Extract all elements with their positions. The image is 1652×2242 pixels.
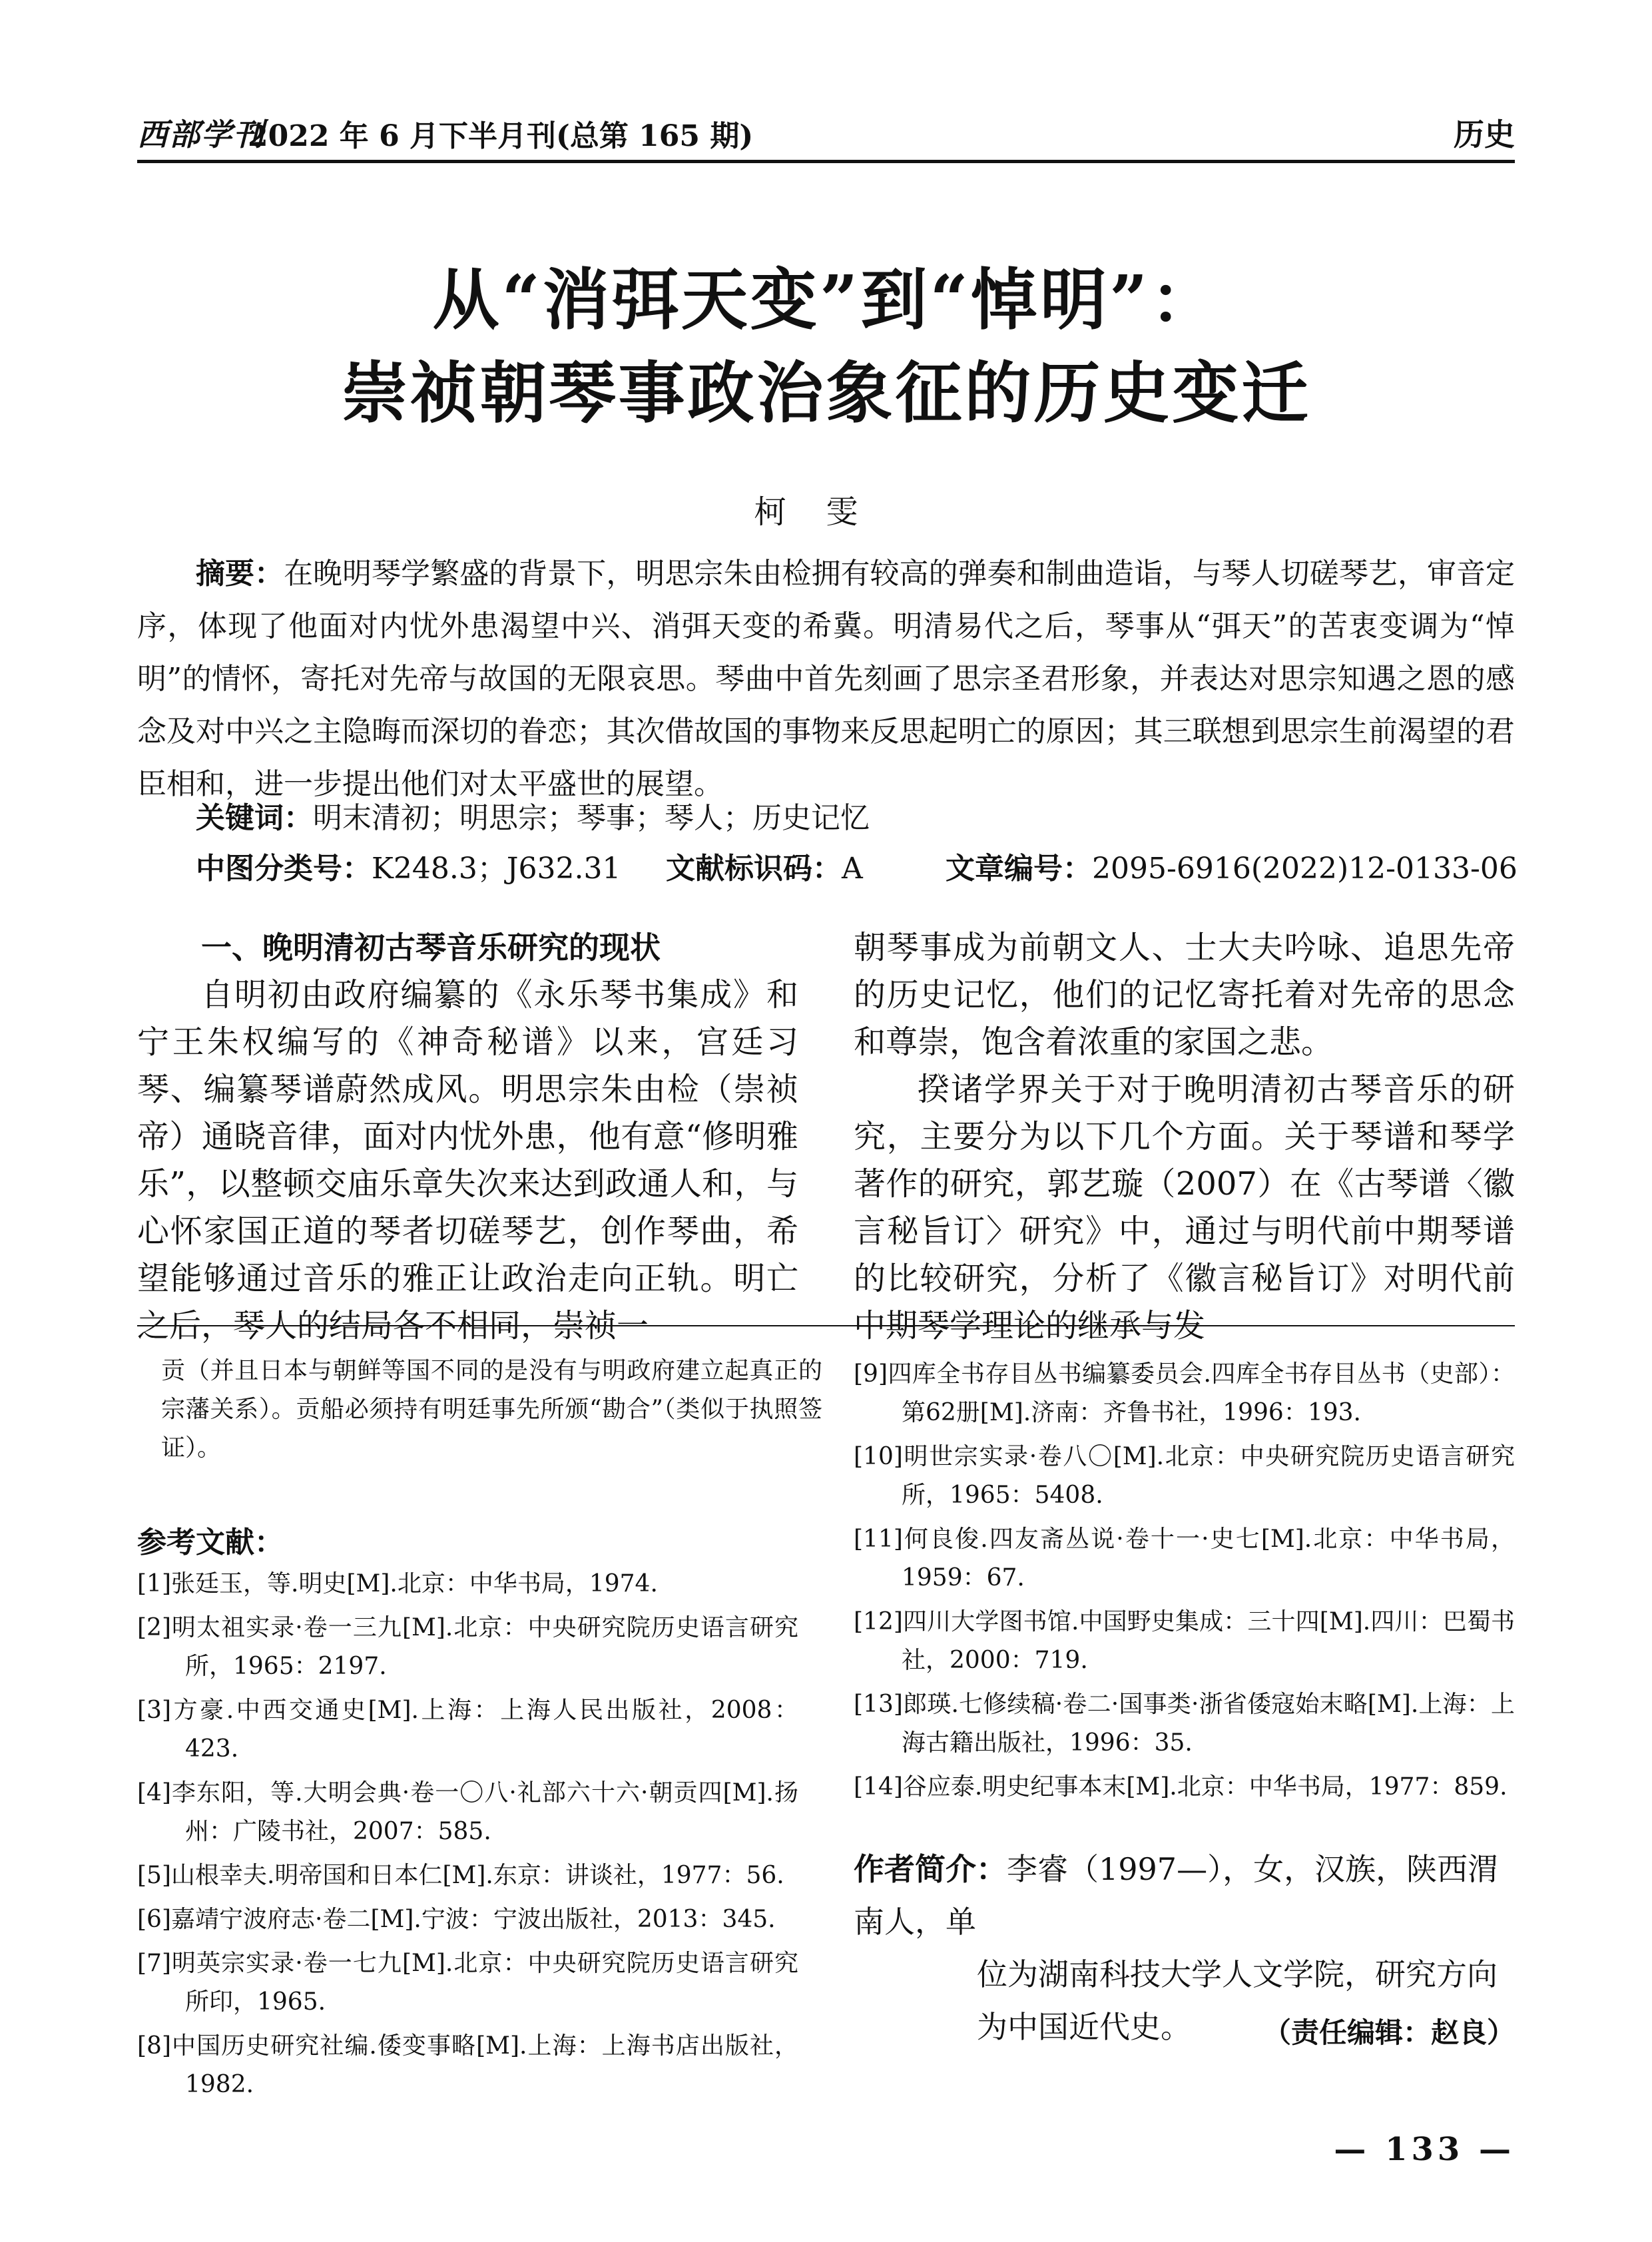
- article-number: [946, 844, 1517, 887]
- keywords: [196, 794, 870, 836]
- body-paragraph: 揆诸学界关于对于晚明清初古琴音乐的研究，主要分为以下几个方面。关于琴谱和琴学著作的研究，郭艺璇（2007）在《古琴谱〈徽言秘旨订〉研究》中，通过与明代前中期琴谱的比较研究，分析了《徽言秘旨订》对明代前中期琴学理论的继承与发: [854, 1071, 1515, 1344]
- body-paragraph: 自明初由政府编纂的《永乐琴书集成》和宁王朱权编写的《神奇秘谱》以来，宫廷习琴、编纂琴谱蔚然成风。明思宗朱由检（崇祯帝）通晓音律，面对内忧外患，他有意“修明雅乐”，以整顿交庙乐章失次来达到政通人和，与心怀家国正道的琴者切磋琴艺，创作琴曲，希望能够通过音乐的雅正让政治走向正轨。明亡之后，琴人的结局各不相同，崇祯一: [137, 976, 798, 1344]
- reference-item: [8]中国历史研究社编.倭变事略[M].上海：上海书店出版社，1982.: [137, 2032, 798, 2098]
- author-bio-line: 李睿（1997—），女，汉族，陕西渭南人，单: [854, 1851, 1499, 1940]
- article-title-line1: 从“消弭天变”到“悼明”：: [432, 260, 1220, 339]
- reference-item: [4]李东阳，等.大明会典·卷一〇八·礼部六十六·朝贡四[M].扬州：广陵书社，2007：585.: [137, 1779, 798, 1845]
- reference-item: [11]何良俊.四友斋丛说·卷十一·史七[M].北京：中华书局，1959：67.: [854, 1526, 1515, 1591]
- reference-item: [1]张廷玉，等.明史[M].北京：中华书局，1974.: [137, 1570, 658, 1597]
- article-number-value: 2095-6916(2022)12-0133-06: [1092, 852, 1517, 886]
- page-number: — 133 —: [1334, 2131, 1515, 2168]
- clc-number: [196, 844, 621, 887]
- abstract-label: 摘要：: [196, 557, 284, 591]
- abstract: [137, 547, 1515, 810]
- doc-value: A: [842, 852, 863, 886]
- reference-item: [5]山根幸夫.明帝国和日本仁[M].东京：讲谈社，1977：56.: [137, 1862, 784, 1889]
- doc-label: 文献标识码：: [666, 852, 842, 886]
- article-number-label: 文章编号：: [946, 852, 1092, 886]
- section-divider: [137, 1325, 1515, 1326]
- author-name: 柯雯: [754, 493, 898, 531]
- section-heading: 一、晚明清初古琴音乐研究的现状: [201, 930, 661, 966]
- reference-item: [6]嘉靖宁波府志·卷二[M].宁波：宁波出版社，2013：345.: [137, 1906, 776, 1933]
- responsible-editor: （责任编辑：赵良）: [1262, 2016, 1515, 2049]
- clc-label: 中图分类号：: [196, 852, 372, 886]
- reference-item: [14]谷应泰.明史纪事本末[M].北京：中华书局，1977：859.: [854, 1773, 1508, 1801]
- section-label: 历史: [1454, 117, 1515, 152]
- journal-logo: 西部学刊: [137, 117, 265, 152]
- keywords-label: 关键词：: [196, 801, 313, 835]
- reference-item: [10]明世宗实录·卷八〇[M].北京：中央研究院历史语言研究所，1965：5408.: [854, 1443, 1515, 1509]
- body-paragraph-continued: 朝琴事成为前朝文人、士大夫吟咏、追思先帝的历史记忆，他们的记忆寄托着对先帝的思念和尊崇，饱含着浓重的家国之悲。: [854, 929, 1515, 1061]
- reference-item: [2]明太祖实录·卷一三九[M].北京：中央研究院历史语言研究所，1965：2197.: [137, 1614, 798, 1680]
- reference-item: [9]四库全书存目丛书编纂委员会.四库全书存目丛书（史部）：第62册[M].济南：齐鲁书社，1996：193.: [854, 1360, 1515, 1426]
- article-title-line2: 崇祯朝琴事政治象征的历史变迁: [341, 354, 1311, 432]
- abstract-text: 在晚明琴学繁盛的背景下，明思宗朱由检拥有较高的弹奏和制曲造诣，与琴人切磋琴艺，审音定序，体现了他面对内忧外患渴望中兴、消弭天变的希冀。明清易代之后，琴事从“弭天”的苦衷变调为“悼明”的情怀，寄托对先帝与故国的无限哀思。琴曲中首先刻画了思宗圣君形象，并表达对思宗知遇之恩的感念及对中兴之主隐晦而深切的眷恋；其次借故国的事物来反思起明亡的原因；其三联想到思宗生前渴望的君臣相和，进一步提出他们对太平盛世的展望。: [137, 557, 1515, 801]
- issue-info: 2022 年 6 月下半月刊(总第 165 期): [248, 119, 754, 153]
- author-bio-line: 为中国近代史。: [977, 2009, 1191, 2045]
- body-right-column: [854, 924, 1515, 1350]
- references-left-list: [137, 1565, 798, 2109]
- clc-value: K248.3；J632.31: [372, 852, 621, 886]
- references-title: 参考文献：: [137, 1526, 284, 1559]
- keywords-text: 明末清初；明思宗；琴事；琴人；历史记忆: [313, 801, 870, 835]
- reference-item: [3]方豪.中西交通史[M].上海：上海人民出版社，2008：423.: [137, 1697, 798, 1763]
- author-bio-label: 作者简介：: [854, 1851, 1007, 1887]
- footnote-continuation: 贡（并且日本与朝鲜等国不同的是没有与明政府建立起真正的宗藩关系）。贡船必须持有明廷事先所颁“勘合”（类似于执照签证）。: [161, 1357, 822, 1462]
- reference-item: [13]郎瑛.七修续稿·卷二·国事类·浙省倭寇始末略[M].上海：上海古籍出版社，1996：35.: [854, 1691, 1515, 1757]
- references-right-list: [854, 1355, 1515, 1812]
- header-rule: [137, 160, 1515, 163]
- document-code: [666, 844, 863, 887]
- author-bio-line: 位为湖南科技大学人文学院，研究方向: [977, 1956, 1498, 1992]
- reference-item: [7]明英宗实录·卷一七九[M].北京：中央研究院历史语言研究所印，1965.: [137, 1950, 798, 2016]
- reference-item: [12]四川大学图书馆.中国野史集成：三十四[M].四川：巴蜀书社，2000：719.: [854, 1608, 1515, 1674]
- body-left-column: [137, 924, 798, 1350]
